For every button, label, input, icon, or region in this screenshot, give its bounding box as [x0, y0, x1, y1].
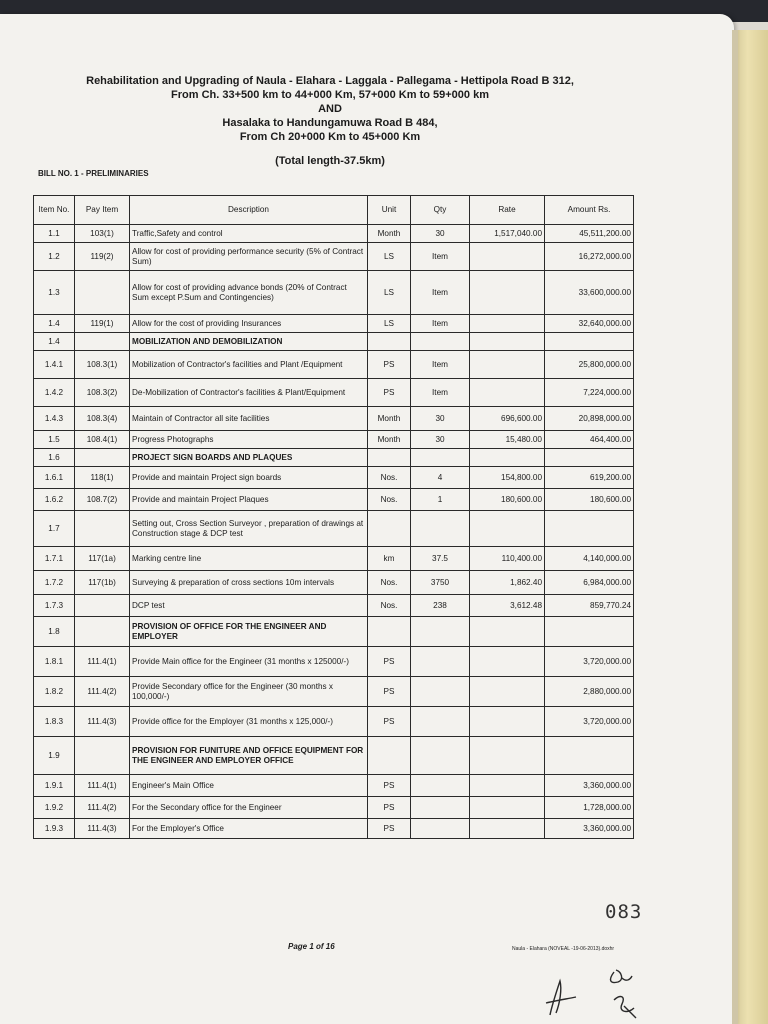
table-row [34, 819, 634, 839]
cell-rate: 180,600.00 [470, 489, 545, 511]
cell-desc: Allow for the cost of providing Insurances [130, 315, 368, 333]
cell-pay: 119(1) [75, 315, 130, 333]
cell-pay: 108.3(2) [75, 379, 130, 407]
table-row [34, 617, 634, 647]
cell-qty [411, 737, 470, 775]
cell-qty: Item [411, 379, 470, 407]
cell-desc: Allow for cost of providing advance bonds (20% of Contract Sum except P.Sum and Contingencies) [130, 271, 368, 315]
cell-pay: 108.3(1) [75, 351, 130, 379]
table-row [34, 511, 634, 547]
cell-unit: PS [368, 707, 411, 737]
cell-desc: For the Secondary office for the Engineer [130, 797, 368, 819]
table-row [34, 431, 634, 449]
cell-pay [75, 617, 130, 647]
cell-desc: Provide Main office for the Engineer (31 months x 125000/-) [130, 647, 368, 677]
cell-desc: Progress Photographs [130, 431, 368, 449]
bill-title: BILL NO. 1 - PRELIMINARIES [38, 169, 149, 178]
cell-rate [470, 819, 545, 839]
table-row [34, 379, 634, 407]
cell-amount: 3,720,000.00 [545, 647, 634, 677]
cell-desc: DCP test [130, 595, 368, 617]
cell-pay: 111.4(1) [75, 647, 130, 677]
cell-rate [470, 737, 545, 775]
cell-amount [545, 333, 634, 351]
cell-item: 1.8.1 [34, 647, 75, 677]
cell-unit: PS [368, 775, 411, 797]
cell-unit: LS [368, 271, 411, 315]
cell-pay: 119(2) [75, 243, 130, 271]
table-row [34, 737, 634, 775]
table-row [34, 707, 634, 737]
cell-item: 1.4 [34, 333, 75, 351]
cell-desc: Marking centre line [130, 547, 368, 571]
cell-unit: Month [368, 407, 411, 431]
cell-desc: For the Employer's Office [130, 819, 368, 839]
cell-amount: 6,984,000.00 [545, 571, 634, 595]
cell-qty: 37.5 [411, 547, 470, 571]
cell-qty: 4 [411, 467, 470, 489]
cell-item: 1.4.3 [34, 407, 75, 431]
cell-qty [411, 797, 470, 819]
table-row [34, 333, 634, 351]
signature [530, 975, 590, 1020]
cell-pay: 111.4(1) [75, 775, 130, 797]
cell-qty [411, 617, 470, 647]
table-header-row [34, 196, 634, 225]
cell-item: 1.4.1 [34, 351, 75, 379]
cell-rate [470, 351, 545, 379]
cell-pay: 108.3(4) [75, 407, 130, 431]
table-row [34, 449, 634, 467]
cell-pay: 117(1b) [75, 571, 130, 595]
cell-amount [545, 617, 634, 647]
cell-desc: Mobilization of Contractor's facilities and Plant /Equipment [130, 351, 368, 379]
cell-amount: 45,511,200.00 [545, 225, 634, 243]
cell-pay [75, 511, 130, 547]
cell-amount: 20,898,000.00 [545, 407, 634, 431]
cell-amount: 464,400.00 [545, 431, 634, 449]
cell-unit [368, 617, 411, 647]
header-line-4: Hasalaka to Handungamuwa Road B 484, [222, 117, 438, 129]
cell-item: 1.8.3 [34, 707, 75, 737]
cell-qty [411, 677, 470, 707]
header-line-1: Rehabilitation and Upgrading of Naula - Elahara - Laggala - Pallegama - Hettipola Road B 312, [86, 75, 574, 87]
table-body [34, 225, 634, 839]
table-row [34, 775, 634, 797]
cell-qty [411, 775, 470, 797]
cell-unit: Nos. [368, 489, 411, 511]
page-stack-edge [734, 30, 768, 1024]
cell-rate [470, 707, 545, 737]
table-row [34, 547, 634, 571]
cell-desc: Provide and maintain Project Plaques [130, 489, 368, 511]
cell-rate: 1,517,040.00 [470, 225, 545, 243]
stamp-number: 083 [605, 901, 643, 923]
table-row [34, 315, 634, 333]
cell-qty: 30 [411, 225, 470, 243]
cell-pay [75, 595, 130, 617]
cell-item: 1.6 [34, 449, 75, 467]
table-row [34, 677, 634, 707]
cell-rate [470, 333, 545, 351]
cell-desc: Allow for cost of providing performance security (5% of Contract Sum) [130, 243, 368, 271]
cell-qty [411, 511, 470, 547]
table-row [34, 489, 634, 511]
cell-amount: 16,272,000.00 [545, 243, 634, 271]
cell-rate: 154,800.00 [470, 467, 545, 489]
cell-pay [75, 449, 130, 467]
cell-item: 1.6.1 [34, 467, 75, 489]
cell-desc: Provide Secondary office for the Engineer (30 months x 100,000/-) [130, 677, 368, 707]
cell-qty: 1 [411, 489, 470, 511]
table-row [34, 351, 634, 379]
cell-pay [75, 333, 130, 351]
cell-item: 1.5 [34, 431, 75, 449]
cell-item: 1.7 [34, 511, 75, 547]
col-amount: Amount Rs. [545, 196, 634, 225]
cell-amount: 3,720,000.00 [545, 707, 634, 737]
header-line-5: From Ch 20+000 Km to 45+000 Km [239, 131, 421, 143]
cell-pay: 111.4(2) [75, 677, 130, 707]
cell-amount: 2,880,000.00 [545, 677, 634, 707]
cell-pay: 108.4(1) [75, 431, 130, 449]
cell-desc: PROVISION OF OFFICE FOR THE ENGINEER AND EMPLOYER [130, 617, 368, 647]
header-line-3: AND [318, 103, 342, 115]
cell-amount: 1,728,000.00 [545, 797, 634, 819]
cell-rate: 110,400.00 [470, 547, 545, 571]
cell-desc: Maintain of Contractor all site facilities [130, 407, 368, 431]
cell-item: 1.3 [34, 271, 75, 315]
cell-pay: 111.4(2) [75, 797, 130, 819]
cell-desc: Traffic,Safety and control [130, 225, 368, 243]
cell-unit: Nos. [368, 467, 411, 489]
table-row [34, 595, 634, 617]
cell-qty [411, 449, 470, 467]
cell-rate [470, 243, 545, 271]
cell-rate [470, 511, 545, 547]
col-rate: Rate [470, 196, 545, 225]
cell-pay: 111.4(3) [75, 819, 130, 839]
cell-unit: Nos. [368, 571, 411, 595]
cell-item: 1.8 [34, 617, 75, 647]
cell-rate [470, 271, 545, 315]
cell-item: 1.4 [34, 315, 75, 333]
header-line-2: From Ch. 33+500 km to 44+000 Km, 57+000 Km to 59+000 km [171, 89, 489, 101]
cell-unit: km [368, 547, 411, 571]
cell-rate: 696,600.00 [470, 407, 545, 431]
cell-rate [470, 379, 545, 407]
col-item-no: Item No. [34, 196, 75, 225]
binding-shadow [732, 30, 738, 1024]
cell-amount [545, 737, 634, 775]
table-row [34, 647, 634, 677]
cell-qty: 30 [411, 407, 470, 431]
cell-amount [545, 449, 634, 467]
cell-pay [75, 271, 130, 315]
cell-item: 1.2 [34, 243, 75, 271]
cell-unit: PS [368, 379, 411, 407]
cell-pay: 111.4(3) [75, 707, 130, 737]
cell-unit [368, 333, 411, 351]
cell-qty: Item [411, 351, 470, 379]
cell-rate: 3,612.48 [470, 595, 545, 617]
cell-qty: Item [411, 271, 470, 315]
cell-rate [470, 677, 545, 707]
cell-pay: 118(1) [75, 467, 130, 489]
cell-item: 1.4.2 [34, 379, 75, 407]
table-row [34, 243, 634, 271]
document-header [0, 74, 660, 144]
table-row [34, 797, 634, 819]
cell-amount: 33,600,000.00 [545, 271, 634, 315]
col-qty: Qty [411, 196, 470, 225]
cell-qty: 30 [411, 431, 470, 449]
cell-desc: De-Mobilization of Contractor's facilities & Plant/Equipment [130, 379, 368, 407]
cell-unit [368, 449, 411, 467]
cell-desc: Engineer's Main Office [130, 775, 368, 797]
col-pay-item: Pay Item [75, 196, 130, 225]
cell-unit: LS [368, 315, 411, 333]
cell-desc: PROJECT SIGN BOARDS AND PLAQUES [130, 449, 368, 467]
cell-item: 1.7.3 [34, 595, 75, 617]
cell-pay: 117(1a) [75, 547, 130, 571]
cell-item: 1.6.2 [34, 489, 75, 511]
cell-amount: 25,800,000.00 [545, 351, 634, 379]
cell-unit: LS [368, 243, 411, 271]
cell-item: 1.9.2 [34, 797, 75, 819]
cell-desc: Provide and maintain Project sign boards [130, 467, 368, 489]
bill-of-quantities-table [33, 195, 634, 839]
cell-pay: 103(1) [75, 225, 130, 243]
cell-unit: Nos. [368, 595, 411, 617]
cell-unit: PS [368, 351, 411, 379]
cell-qty [411, 333, 470, 351]
col-unit: Unit [368, 196, 411, 225]
cell-unit: PS [368, 819, 411, 839]
table-row [34, 571, 634, 595]
cell-unit [368, 737, 411, 775]
total-length: (Total length-37.5km) [275, 155, 385, 167]
signature-initials [600, 960, 660, 1020]
page-number: Page 1 of 16 [288, 942, 335, 951]
cell-qty: Item [411, 315, 470, 333]
cell-qty [411, 647, 470, 677]
cell-desc: MOBILIZATION AND DEMOBILIZATION [130, 333, 368, 351]
cell-rate [470, 797, 545, 819]
cell-unit: PS [368, 647, 411, 677]
cell-amount: 3,360,000.00 [545, 775, 634, 797]
cell-item: 1.9.1 [34, 775, 75, 797]
cell-item: 1.9 [34, 737, 75, 775]
table-row [34, 467, 634, 489]
col-description: Description [130, 196, 368, 225]
cell-pay [75, 737, 130, 775]
cell-item: 1.7.1 [34, 547, 75, 571]
cell-unit: PS [368, 677, 411, 707]
table-row [34, 271, 634, 315]
cell-qty: Item [411, 243, 470, 271]
table-row [34, 407, 634, 431]
cell-amount: 32,640,000.00 [545, 315, 634, 333]
cell-desc: Setting out, Cross Section Surveyor , preparation of drawings at Construction stage & DCP test [130, 511, 368, 547]
cell-item: 1.7.2 [34, 571, 75, 595]
cell-unit: Month [368, 431, 411, 449]
cell-amount: 3,360,000.00 [545, 819, 634, 839]
cell-unit: PS [368, 797, 411, 819]
cell-desc: Provide office for the Employer (31 months x 125,000/-) [130, 707, 368, 737]
cell-rate [470, 647, 545, 677]
cell-item: 1.9.3 [34, 819, 75, 839]
cell-pay: 108.7(2) [75, 489, 130, 511]
cell-amount: 180,600.00 [545, 489, 634, 511]
cell-amount: 619,200.00 [545, 467, 634, 489]
cell-desc: PROVISION FOR FUNITURE AND OFFICE EQUIPMENT FOR THE ENGINEER AND EMPLOYER OFFICE [130, 737, 368, 775]
cell-unit [368, 511, 411, 547]
cell-qty [411, 819, 470, 839]
cell-rate [470, 449, 545, 467]
cell-rate [470, 775, 545, 797]
cell-item: 1.1 [34, 225, 75, 243]
cell-rate: 15,480.00 [470, 431, 545, 449]
file-reference: Naula - Elahara (NOVEAL -19-06-2013).doxhr [512, 946, 615, 952]
cell-qty [411, 707, 470, 737]
table-row [34, 225, 634, 243]
cell-unit: Month [368, 225, 411, 243]
cell-rate: 1,862.40 [470, 571, 545, 595]
cell-qty: 238 [411, 595, 470, 617]
cell-desc: Surveying & preparation of cross sections 10m intervals [130, 571, 368, 595]
cell-rate [470, 617, 545, 647]
cell-amount [545, 511, 634, 547]
cell-amount: 4,140,000.00 [545, 547, 634, 571]
cell-item: 1.8.2 [34, 677, 75, 707]
cell-qty: 3750 [411, 571, 470, 595]
cell-amount: 859,770.24 [545, 595, 634, 617]
cell-amount: 7,224,000.00 [545, 379, 634, 407]
cell-rate [470, 315, 545, 333]
